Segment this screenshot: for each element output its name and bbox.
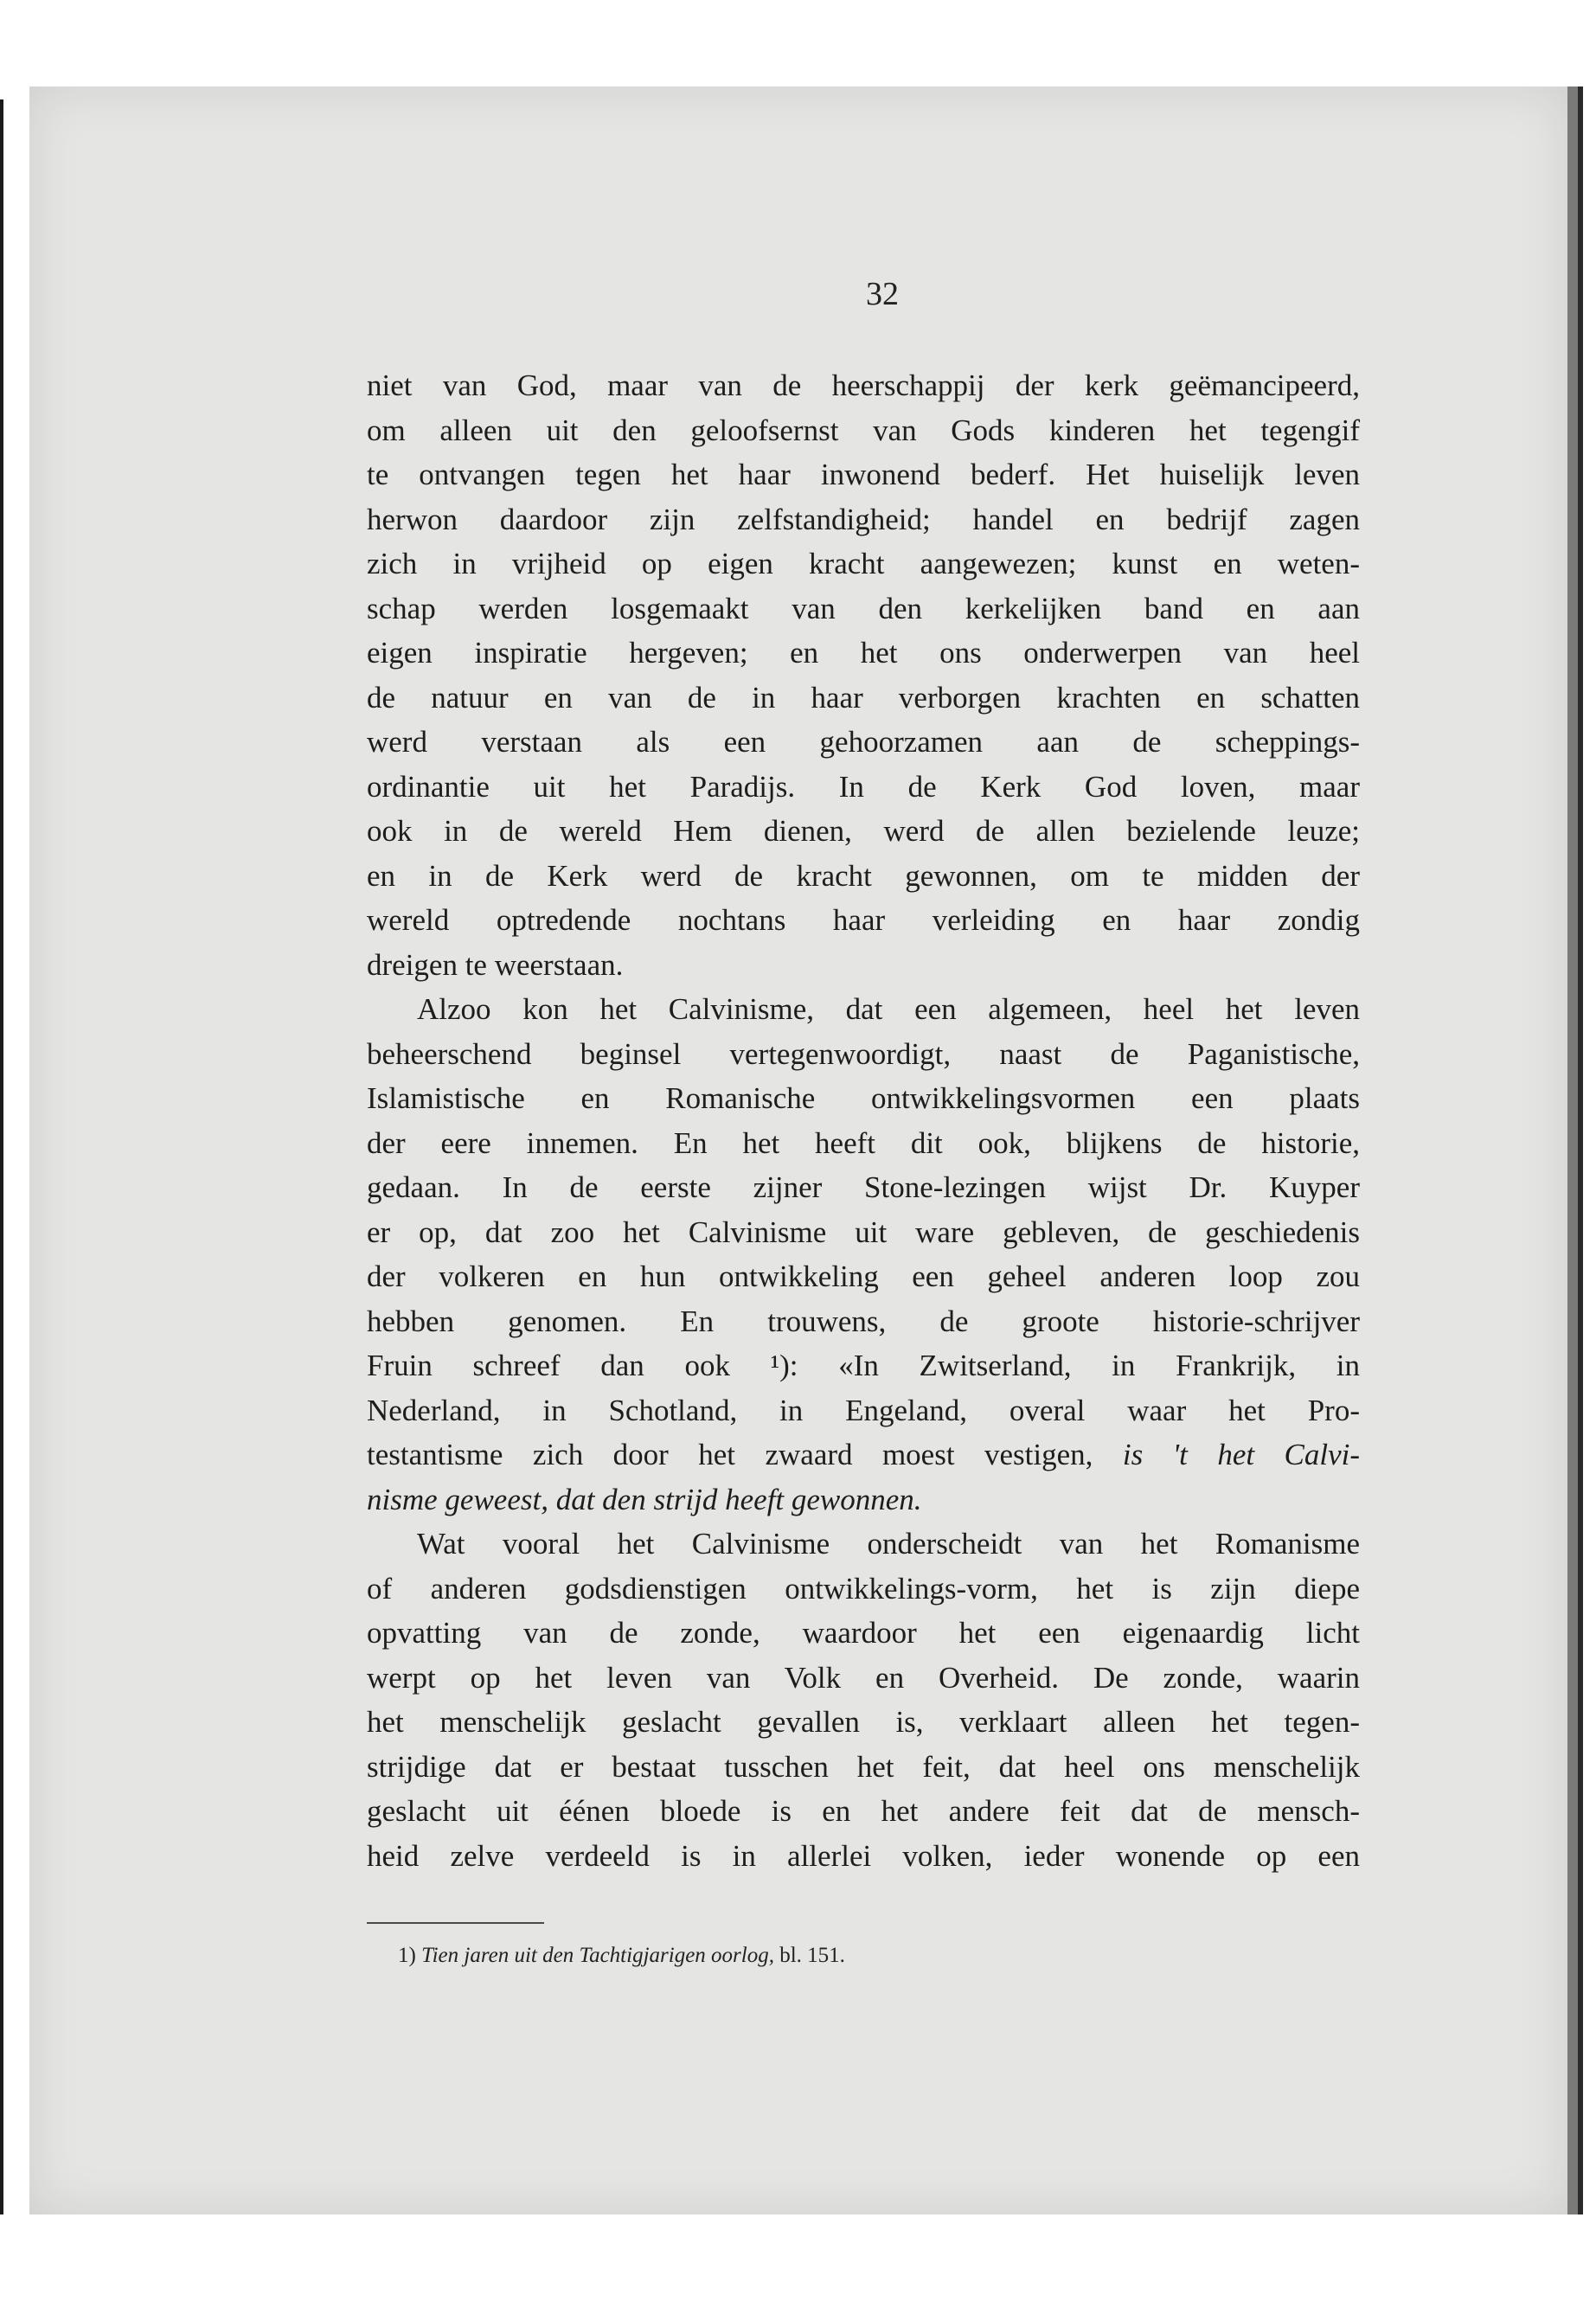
italic-segment: is 't het Calvi- xyxy=(1122,1438,1361,1471)
footnote-marker: 1) xyxy=(398,1944,416,1967)
text-line: te ontvangen tegen het haar inwonend bederf. Het huiselijk leven xyxy=(367,458,1360,491)
text-line: zich in vrijheid op eigen kracht aangewezen; kunst en weten- xyxy=(367,547,1360,580)
text-line: om alleen uit den geloofsernst van Gods kinderen het tegengif xyxy=(367,413,1360,447)
footnote-title: Tien jaren uit den Tachtigjarigen oorlog, xyxy=(421,1944,774,1967)
text-line: werpt op het leven van Volk en Overheid. De zonde, waarin xyxy=(367,1660,1360,1695)
text-line: wereld optredende nochtans haar verleiding en haar zondig xyxy=(367,903,1360,937)
text-line: herwon daardoor zijn zelfstandigheid; handel en bedrijf zagen xyxy=(367,502,1360,536)
text-line: en in de Kerk werd de kracht gewonnen, om te midden der xyxy=(367,858,1360,893)
text-line-mixed xyxy=(367,1433,1360,1477)
text-line: opvatting van de zonde, waardoor het een eigenaardig licht xyxy=(367,1616,1360,1650)
text-line: Nederland, in Schotland, in Engeland, overal waar het Pro- xyxy=(367,1393,1360,1427)
page-edge-left xyxy=(0,99,3,2214)
footnote xyxy=(398,1944,1176,1968)
text-segment: testantisme zich door het zwaard moest vestigen, xyxy=(367,1438,1093,1471)
text-line: eigen inspiratie hergeven; en het ons onderwerpen van heel xyxy=(367,636,1360,670)
text-line: geslacht uit éénen bloede is en het andere feit dat de mensch- xyxy=(367,1794,1360,1828)
text-line: der eere innemen. En het heeft dit ook, blijkens de historie, xyxy=(367,1125,1360,1160)
text-line: er op, dat zoo het Calvinisme uit ware gebleven, de geschiedenis xyxy=(367,1215,1360,1249)
text-line: der volkeren en hun ontwikkeling een geheel anderen loop zou xyxy=(367,1259,1360,1293)
text-line: Wat vooral het Calvinisme onderscheidt van het Romanisme xyxy=(417,1527,1360,1561)
text-line: gedaan. In de eerste zijner Stone-lezingen wijst Dr. Kuyper xyxy=(367,1170,1360,1204)
text-line: het menschelijk geslacht gevallen is, verklaart alleen het tegen- xyxy=(367,1705,1360,1739)
text-line: Fruin schreef dan ook ¹): «In Zwitserland, in Frankrijk, in xyxy=(367,1349,1360,1382)
text-line: ook in de wereld Hem dienen, werd de allen bezielende leuze; xyxy=(367,814,1360,848)
footnote-page-ref: bl. 151. xyxy=(779,1944,845,1967)
text-line: dreigen te weerstaan. xyxy=(367,947,624,982)
text-line: niet van God, maar van de heerschappij der kerk geëmancipeerd, xyxy=(367,369,1360,402)
text-line: de natuur en van de in haar verborgen krachten en schatten xyxy=(367,680,1360,715)
text-line: Alzoo kon het Calvinisme, dat een algemeen, heel het leven xyxy=(417,992,1360,1026)
text-line: of anderen godsdienstigen ontwikkelings-vorm, het is zijn diepe xyxy=(367,1571,1360,1606)
text-line-italic: nisme geweest, dat den strijd heeft gewonnen. xyxy=(367,1482,922,1516)
text-line: ordinantie uit het Paradijs. In de Kerk God loven, maar xyxy=(367,769,1360,804)
text-line: schap werden losgemaakt van den kerkelijken band en aan xyxy=(367,591,1360,625)
body-text xyxy=(367,363,1360,1878)
text-line: beheerschend beginsel vertegenwoordigt, naast de Paganistische, xyxy=(367,1036,1360,1071)
footnote-rule xyxy=(367,1922,544,1924)
text-line: Islamistische en Romanische ontwikkelingsvormen een plaats xyxy=(367,1081,1360,1115)
text-line: hebben genomen. En trouwens, de groote historie-schrijver xyxy=(367,1304,1360,1338)
page-edge-right-dark xyxy=(1578,87,1583,2214)
text-line: strijdige dat er bestaat tusschen het feit, dat heel ons menschelijk xyxy=(367,1749,1360,1784)
page-edge-right xyxy=(1567,87,1578,2214)
text-line: heid zelve verdeeld is in allerlei volken, ieder wonende op een xyxy=(367,1838,1360,1873)
page-number: 32 xyxy=(866,276,899,312)
text-line: werd verstaan als een gehoorzamen aan de scheppings- xyxy=(367,725,1360,759)
